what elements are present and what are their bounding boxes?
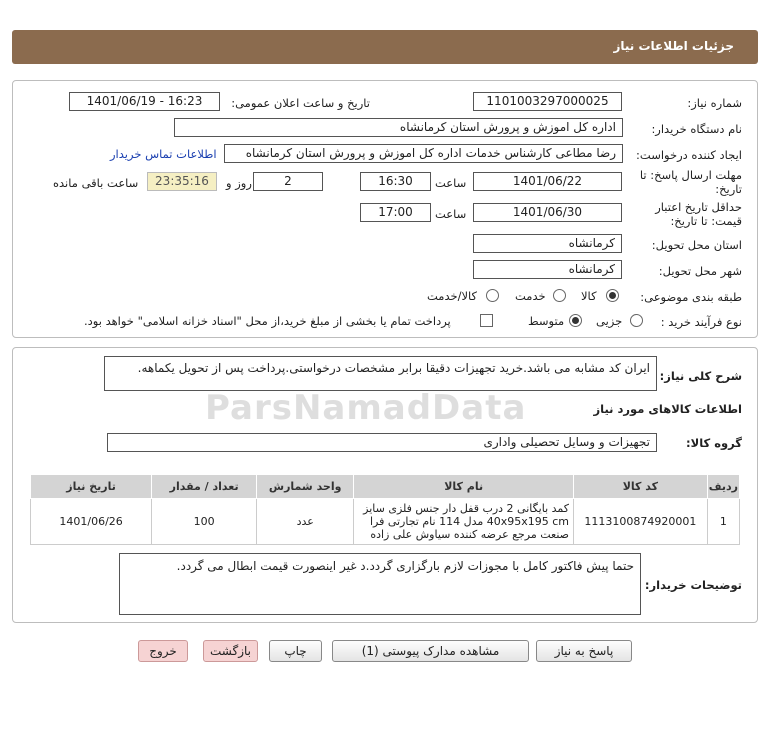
cell-qty: 100 — [152, 499, 257, 545]
buyer-org-field: اداره کل اموزش و پرورش استان کرمانشاه — [174, 118, 623, 137]
summary-label: شرح کلی نیاز: — [659, 369, 742, 383]
province-label: استان محل تحویل: — [651, 238, 742, 252]
time-remaining-field: 23:35:16 — [147, 172, 217, 191]
page-title: جزئیات اطلاعات نیاز — [613, 39, 734, 53]
buyer-notes-field: حتما پیش فاکتور کامل با مجوزات لازم بارگزاری گردد.د غیر اینصورت قیمت ابطال می گردد. — [119, 553, 641, 615]
cell-row: 1 — [707, 499, 739, 545]
process-label: نوع فرآیند خرید : — [660, 315, 742, 329]
deadline-time-field: 16:30 — [360, 172, 431, 191]
view-attachments-button[interactable]: مشاهده مدارک پیوستی (1) — [332, 640, 529, 662]
buyer-contact-link[interactable]: اطلاعات تماس خریدار — [110, 147, 217, 161]
deadline-label-1: مهلت ارسال پاسخ: تا — [639, 168, 742, 182]
creator-field: رضا مطاعی کارشناس خدمات اداره کل اموزش و پرورش استان کرمانشاه — [224, 144, 623, 163]
city-label: شهر محل تحویل: — [658, 264, 742, 278]
process-medium-label: متوسط — [528, 314, 565, 328]
process-minor-radio[interactable] — [630, 314, 643, 327]
category-service-label: خدمت — [515, 289, 546, 303]
cell-unit: عدد — [257, 499, 354, 545]
goods-section-title: اطلاعات کالاهای مورد نیاز — [593, 402, 742, 416]
category-goods-label: کالا — [581, 289, 597, 303]
buyer-org-label: نام دستگاه خریدار: — [651, 122, 742, 136]
validity-label-2: قیمت: تا تاریخ: — [670, 214, 742, 228]
goods-group-label: گروه کالا: — [686, 436, 742, 450]
reply-button[interactable]: پاسخ به نیاز — [536, 640, 632, 662]
validity-time-label: ساعت — [435, 207, 467, 221]
col-unit: واحد شمارش — [257, 475, 354, 499]
process-medium-radio[interactable] — [569, 314, 582, 327]
col-row: ردیف — [707, 475, 739, 499]
city-field: کرمانشاه — [473, 260, 622, 279]
treasury-checkbox[interactable] — [480, 314, 493, 327]
col-qty: تعداد / مقدار — [152, 475, 257, 499]
exit-button[interactable]: خروج — [138, 640, 188, 662]
validity-label-1: حداقل تاریخ اعتبار — [655, 200, 742, 214]
print-button[interactable]: چاپ — [269, 640, 322, 662]
cell-name: کمد بایگانی 2 درب قفل دار جنس فلزی سایز 40x95x195 cm مدل 114 نام تجارتی فرا صنعت مرجع عرضه کننده سیاوش علی زاده — [354, 499, 574, 545]
summary-field: ایران کد مشابه می باشد.خرید تجهیزات دقیقا برابر مشخصات درخواستی.پرداخت پس از تحویل یکماهه. — [104, 356, 657, 391]
need-number-field: 1101003297000025 — [473, 92, 622, 111]
category-goods-service-radio[interactable] — [486, 289, 499, 302]
buyer-notes-label: توضیحات خریدار: — [644, 578, 742, 592]
validity-date-field: 1401/06/30 — [473, 203, 622, 222]
page-title-bar — [12, 30, 758, 64]
goods-group-field: تجهیزات و وسایل تحصیلی واداری — [107, 433, 657, 452]
creator-label: ایجاد کننده درخواست: — [636, 148, 742, 162]
back-button[interactable]: بازگشت — [203, 640, 258, 662]
time-remaining-label: ساعت باقی مانده — [53, 176, 139, 190]
process-minor-label: جزیی — [596, 314, 623, 328]
deadline-time-label: ساعت — [435, 176, 467, 190]
validity-time-field: 17:00 — [360, 203, 431, 222]
announce-datetime-field: 1401/06/19 - 16:23 — [69, 92, 220, 111]
col-date: تاریخ نیاز — [31, 475, 152, 499]
deadline-date-field: 1401/06/22 — [473, 172, 622, 191]
treasury-note: پرداخت تمام یا بخشی از مبلغ خرید،از محل "اسناد خزانه اسلامی" خواهد بود. — [84, 314, 451, 328]
col-code: کد کالا — [574, 475, 708, 499]
goods-table-header — [31, 475, 740, 499]
deadline-label-2: تاریخ: — [715, 182, 742, 196]
table-row — [31, 499, 740, 545]
announce-datetime-label: تاریخ و ساعت اعلان عمومی: — [231, 96, 370, 110]
category-goods-service-label: کالا/خدمت — [427, 289, 478, 303]
col-name: نام کالا — [354, 475, 574, 499]
need-number-label: شماره نیاز: — [687, 96, 742, 110]
days-remaining-field: 2 — [253, 172, 323, 191]
cell-code: 1113100874920001 — [574, 499, 708, 545]
province-field: کرمانشاه — [473, 234, 622, 253]
category-goods-radio[interactable] — [606, 289, 619, 302]
category-label: طبقه بندی موضوعی: — [640, 290, 742, 304]
goods-table — [30, 474, 740, 545]
days-label: روز و — [226, 176, 252, 190]
cell-date: 1401/06/26 — [31, 499, 152, 545]
watermark-text: ParsNamadData — [205, 388, 527, 428]
category-service-radio[interactable] — [553, 289, 566, 302]
